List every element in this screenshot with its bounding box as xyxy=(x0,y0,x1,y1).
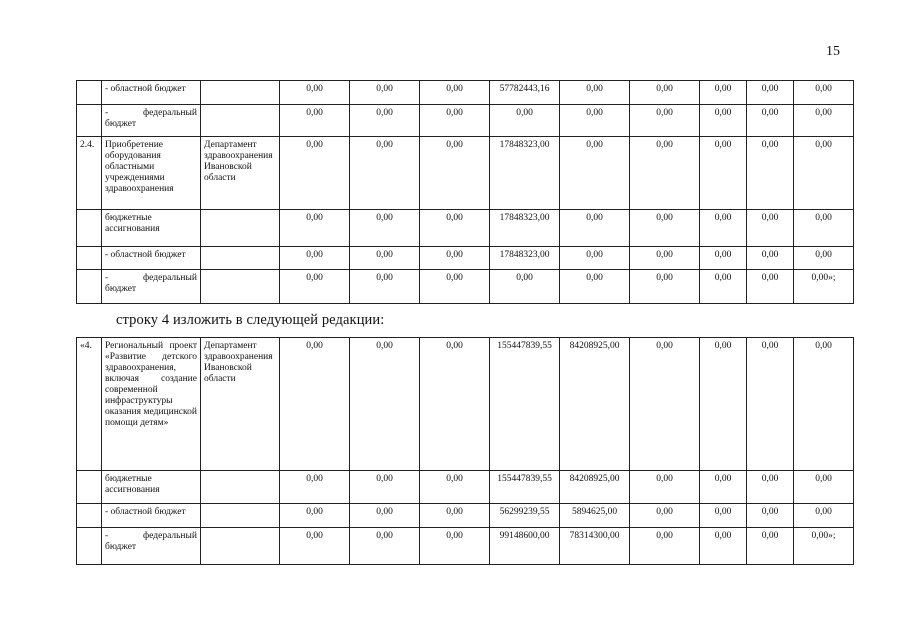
value-cell: 0,00 xyxy=(747,471,794,504)
value-cell: 0,00 xyxy=(280,247,350,270)
value-cell: 0,00 xyxy=(560,210,630,247)
value-cell: 0,00 xyxy=(560,81,630,105)
row-number-cell xyxy=(77,81,102,105)
value-cell: 155447839,55 xyxy=(490,338,560,471)
row-number-cell xyxy=(77,471,102,504)
value-cell: 57782443,16 xyxy=(490,81,560,105)
value-cell: 0,00 xyxy=(630,471,700,504)
value-cell: 17848323,00 xyxy=(490,247,560,270)
value-cell: 155447839,55 xyxy=(490,471,560,504)
value-cell: 0,00 xyxy=(490,105,560,137)
row-label-cell: бюджетные ассигнования xyxy=(102,210,201,247)
budget-table-top xyxy=(76,80,854,304)
table-row xyxy=(77,528,854,565)
row-label-cell: Региональный проект «Развитие детского здравоохранения, включая создание современной инфраструктуры оказания медицинской помощи детям» xyxy=(102,338,201,471)
value-cell: 5894625,00 xyxy=(560,504,630,528)
executor-cell xyxy=(201,247,280,270)
row-label-cell: бюджетные ассигнования xyxy=(102,471,201,504)
value-cell: 0,00 xyxy=(420,247,490,270)
table-row xyxy=(77,270,854,304)
value-cell: 0,00 xyxy=(747,137,794,210)
row-label-cell: - областной бюджет xyxy=(102,247,201,270)
value-cell: 0,00 xyxy=(700,81,747,105)
value-cell: 99148600,00 xyxy=(490,528,560,565)
executor-cell xyxy=(201,504,280,528)
value-cell: 0,00 xyxy=(420,471,490,504)
value-cell: 0,00 xyxy=(794,471,854,504)
table-row xyxy=(77,210,854,247)
table-row xyxy=(77,105,854,137)
table-bottom-body xyxy=(77,338,854,565)
value-cell: 0,00 xyxy=(747,210,794,247)
value-cell: 0,00 xyxy=(794,338,854,471)
table-top-body xyxy=(77,81,854,304)
label-dash: - xyxy=(105,108,109,118)
value-cell: 0,00 xyxy=(420,338,490,471)
value-cell: 0,00 xyxy=(794,105,854,137)
value-cell: 0,00 xyxy=(560,247,630,270)
value-cell: 0,00 xyxy=(350,105,420,137)
value-cell: 0,00 xyxy=(350,270,420,304)
value-cell: 84208925,00 xyxy=(560,471,630,504)
value-cell: 0,00 xyxy=(630,247,700,270)
label-line-2: бюджет xyxy=(105,542,137,552)
row-number-cell xyxy=(77,504,102,528)
value-cell: 0,00 xyxy=(700,105,747,137)
value-cell: 0,00 xyxy=(350,504,420,528)
value-cell: 0,00 xyxy=(630,504,700,528)
value-cell: 0,00 xyxy=(280,105,350,137)
label-word: федеральный xyxy=(143,108,197,118)
value-cell: 0,00 xyxy=(280,137,350,210)
row-number-cell xyxy=(77,105,102,137)
value-cell: 17848323,00 xyxy=(490,210,560,247)
row-label-cell: - областной бюджет xyxy=(102,81,201,105)
executor-cell xyxy=(201,210,280,247)
value-cell: 78314300,00 xyxy=(560,528,630,565)
value-cell: 84208925,00 xyxy=(560,338,630,471)
value-cell: 0,00 xyxy=(700,338,747,471)
value-cell: 0,00 xyxy=(350,210,420,247)
value-cell: 0,00 xyxy=(700,471,747,504)
table-row xyxy=(77,504,854,528)
value-cell: 0,00 xyxy=(630,81,700,105)
value-cell: 0,00 xyxy=(747,81,794,105)
executor-cell: Департамент здравоохранения Ивановской области xyxy=(201,338,280,471)
label-word: федеральный xyxy=(143,531,197,541)
value-cell: 0,00 xyxy=(630,528,700,565)
value-cell: 0,00 xyxy=(350,338,420,471)
value-cell: 0,00 xyxy=(560,137,630,210)
table-row xyxy=(77,137,854,210)
value-cell: 0,00 xyxy=(280,504,350,528)
executor-cell xyxy=(201,270,280,304)
value-cell: 0,00 xyxy=(350,471,420,504)
value-cell: 0,00 xyxy=(560,270,630,304)
row-number-cell xyxy=(77,210,102,247)
value-cell: 0,00 xyxy=(280,210,350,247)
table-row xyxy=(77,471,854,504)
value-cell: 0,00 xyxy=(630,105,700,137)
executor-cell xyxy=(201,81,280,105)
table-row xyxy=(77,247,854,270)
value-cell: 0,00 xyxy=(350,81,420,105)
value-cell: 0,00 xyxy=(747,338,794,471)
value-cell: 0,00 xyxy=(700,210,747,247)
value-cell: 0,00 xyxy=(350,137,420,210)
row-label-cell: - областной бюджет xyxy=(102,504,201,528)
row-label-cell xyxy=(102,270,201,304)
value-cell: 0,00 xyxy=(700,528,747,565)
value-cell: 0,00 xyxy=(280,471,350,504)
value-cell: 0,00»; xyxy=(794,270,854,304)
value-cell: 0,00 xyxy=(747,270,794,304)
value-cell: 0,00 xyxy=(560,105,630,137)
value-cell: 0,00 xyxy=(794,210,854,247)
row-label-cell: Приобретение оборудования областными учреждениями здравоохранения xyxy=(102,137,201,210)
executor-cell xyxy=(201,528,280,565)
label-line-2: бюджет xyxy=(105,284,137,294)
value-cell: 0,00 xyxy=(420,528,490,565)
value-cell: 17848323,00 xyxy=(490,137,560,210)
label-line xyxy=(105,108,197,119)
value-cell: 0,00 xyxy=(280,338,350,471)
budget-table-bottom xyxy=(76,337,854,565)
value-cell: 0,00 xyxy=(794,81,854,105)
row-number-cell xyxy=(77,270,102,304)
value-cell: 0,00 xyxy=(420,270,490,304)
value-cell: 0,00 xyxy=(280,270,350,304)
value-cell: 0,00»; xyxy=(794,528,854,565)
label-line xyxy=(105,273,197,284)
value-cell: 0,00 xyxy=(280,81,350,105)
value-cell: 0,00 xyxy=(420,504,490,528)
instruction-text: строку 4 изложить в следующей редакции: xyxy=(116,312,385,328)
value-cell: 0,00 xyxy=(747,528,794,565)
executor-cell: Департамент здравоохранения Ивановской области xyxy=(201,137,280,210)
label-word: федеральный xyxy=(143,273,197,283)
value-cell: 56299239,55 xyxy=(490,504,560,528)
value-cell: 0,00 xyxy=(630,137,700,210)
value-cell: 0,00 xyxy=(747,105,794,137)
value-cell: 0,00 xyxy=(350,528,420,565)
row-label-cell xyxy=(102,528,201,565)
row-number-cell xyxy=(77,528,102,565)
label-dash: - xyxy=(105,531,109,541)
value-cell: 0,00 xyxy=(700,504,747,528)
value-cell: 0,00 xyxy=(794,137,854,210)
value-cell: 0,00 xyxy=(350,247,420,270)
value-cell: 0,00 xyxy=(794,247,854,270)
value-cell: 0,00 xyxy=(630,210,700,247)
value-cell: 0,00 xyxy=(420,81,490,105)
label-dash: - xyxy=(105,273,109,283)
label-line-2: бюджет xyxy=(105,119,137,129)
value-cell: 0,00 xyxy=(747,504,794,528)
value-cell: 0,00 xyxy=(700,137,747,210)
row-number-cell xyxy=(77,247,102,270)
value-cell: 0,00 xyxy=(747,247,794,270)
value-cell: 0,00 xyxy=(700,247,747,270)
label-line xyxy=(105,531,197,542)
value-cell: 0,00 xyxy=(630,338,700,471)
value-cell: 0,00 xyxy=(420,137,490,210)
executor-cell xyxy=(201,105,280,137)
value-cell: 0,00 xyxy=(794,504,854,528)
value-cell: 0,00 xyxy=(420,210,490,247)
value-cell: 0,00 xyxy=(280,528,350,565)
table-row xyxy=(77,338,854,471)
page-number: 15 xyxy=(826,44,840,59)
row-number-cell: «4. xyxy=(77,338,102,471)
table-row xyxy=(77,81,854,105)
value-cell: 0,00 xyxy=(700,270,747,304)
value-cell: 0,00 xyxy=(490,270,560,304)
executor-cell xyxy=(201,471,280,504)
value-cell: 0,00 xyxy=(630,270,700,304)
row-number-cell: 2.4. xyxy=(77,137,102,210)
row-label-cell xyxy=(102,105,201,137)
value-cell: 0,00 xyxy=(420,105,490,137)
